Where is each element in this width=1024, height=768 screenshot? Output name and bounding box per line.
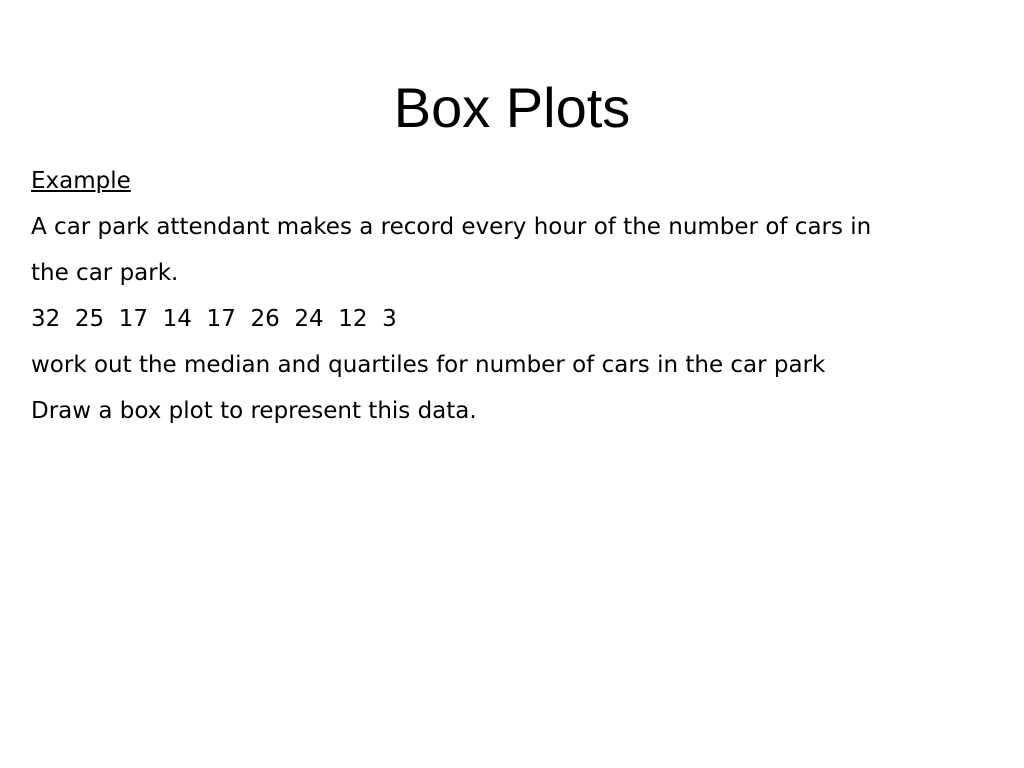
slide-title: Box Plots [393,76,631,139]
example-heading: Example [31,168,131,194]
slide-body [31,158,996,434]
problem-text-line-1: A car park attendant makes a record every hour of the number of cars in [31,214,872,240]
task-text-line-2: Draw a box plot to represent this data. [31,398,477,424]
task-text-line-1: work out the median and quartiles for number of cars in the car park [31,352,826,378]
data-values-line: 32 25 17 14 17 26 24 12 3 [31,306,397,332]
problem-text-line-2: the car park. [31,260,179,286]
